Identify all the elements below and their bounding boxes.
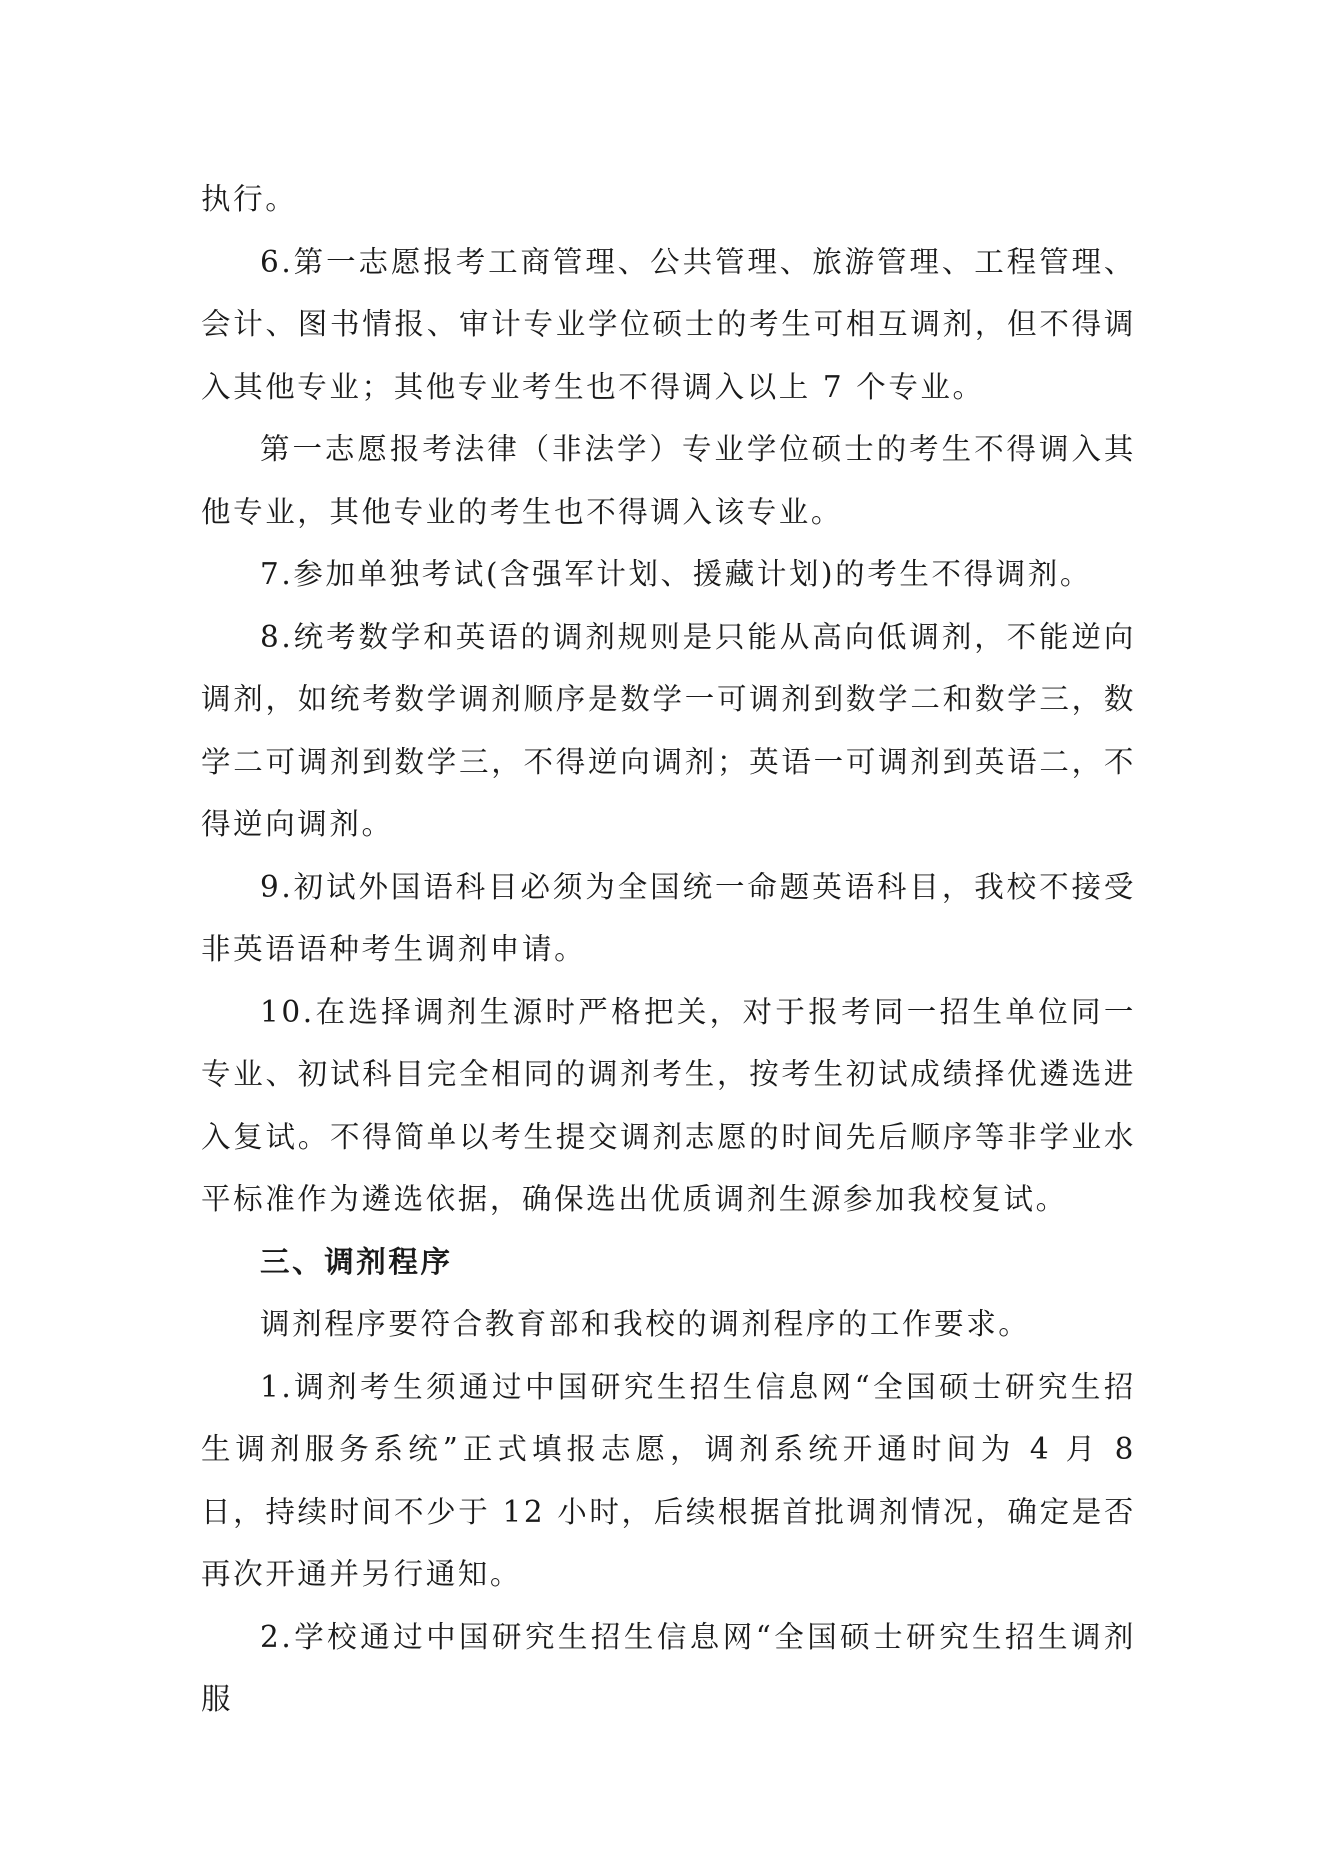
paragraph-item-10: 10.在选择调剂生源时严格把关，对于报考同一招生单位同一专业、初试科目完全相同的调剂考生，按考生初试成绩择优遴选进入复试。不得简单以考生提交调剂志愿的时间先后顺序等非学业水平标准作为遴选依据，确保选出优质调剂生源参加我校复试。: [201, 994, 1136, 1216]
paragraph-item-8: 8.统考数学和英语的调剂规则是只能从高向低调剂，不能逆向调剂，如统考数学调剂顺序是数学一可调剂到数学二和数学三，数学二可调剂到数学三，不得逆向调剂；英语一可调剂到英语二，不得逆向调剂。: [201, 619, 1136, 841]
paragraph-procedure-2: 2.学校通过中国研究生招生信息网“全国硕士研究生招生调剂服: [201, 1619, 1136, 1716]
section-heading: 三、调剂程序: [260, 1244, 453, 1279]
paragraph-procedure-1: 1.调剂考生须通过中国研究生招生信息网“全国硕士研究生招生调剂服务系统”正式填报志愿，调剂系统开通时间为 4 月 8 日，持续时间不少于 12 小时，后续根据首批调剂情况，确定是否再次开通并另行通知。: [201, 1369, 1136, 1591]
document-body: [201, 168, 1136, 1731]
paragraph-item-6: 6.第一志愿报考工商管理、公共管理、旅游管理、工程管理、会计、图书情报、审计专业学位硕士的考生可相互调剂，但不得调入其他专业；其他专业考生也不得调入以上 7 个专业。: [201, 244, 1136, 404]
paragraph-item-9: 9.初试外国语科目必须为全国统一命题英语科目，我校不接受非英语语种考生调剂申请。: [201, 869, 1136, 966]
paragraph-item-7: 7.参加单独考试(含强军计划、援藏计划)的考生不得调剂。: [260, 557, 1092, 591]
paragraph-law-major: 第一志愿报考法律（非法学）专业学位硕士的考生不得调入其他专业，其他专业的考生也不得调入该专业。: [201, 432, 1136, 529]
paragraph-procedure-intro: 调剂程序要符合教育部和我校的调剂程序的工作要求。: [260, 1307, 1031, 1341]
paragraph-continuation: 执行。: [201, 182, 298, 216]
